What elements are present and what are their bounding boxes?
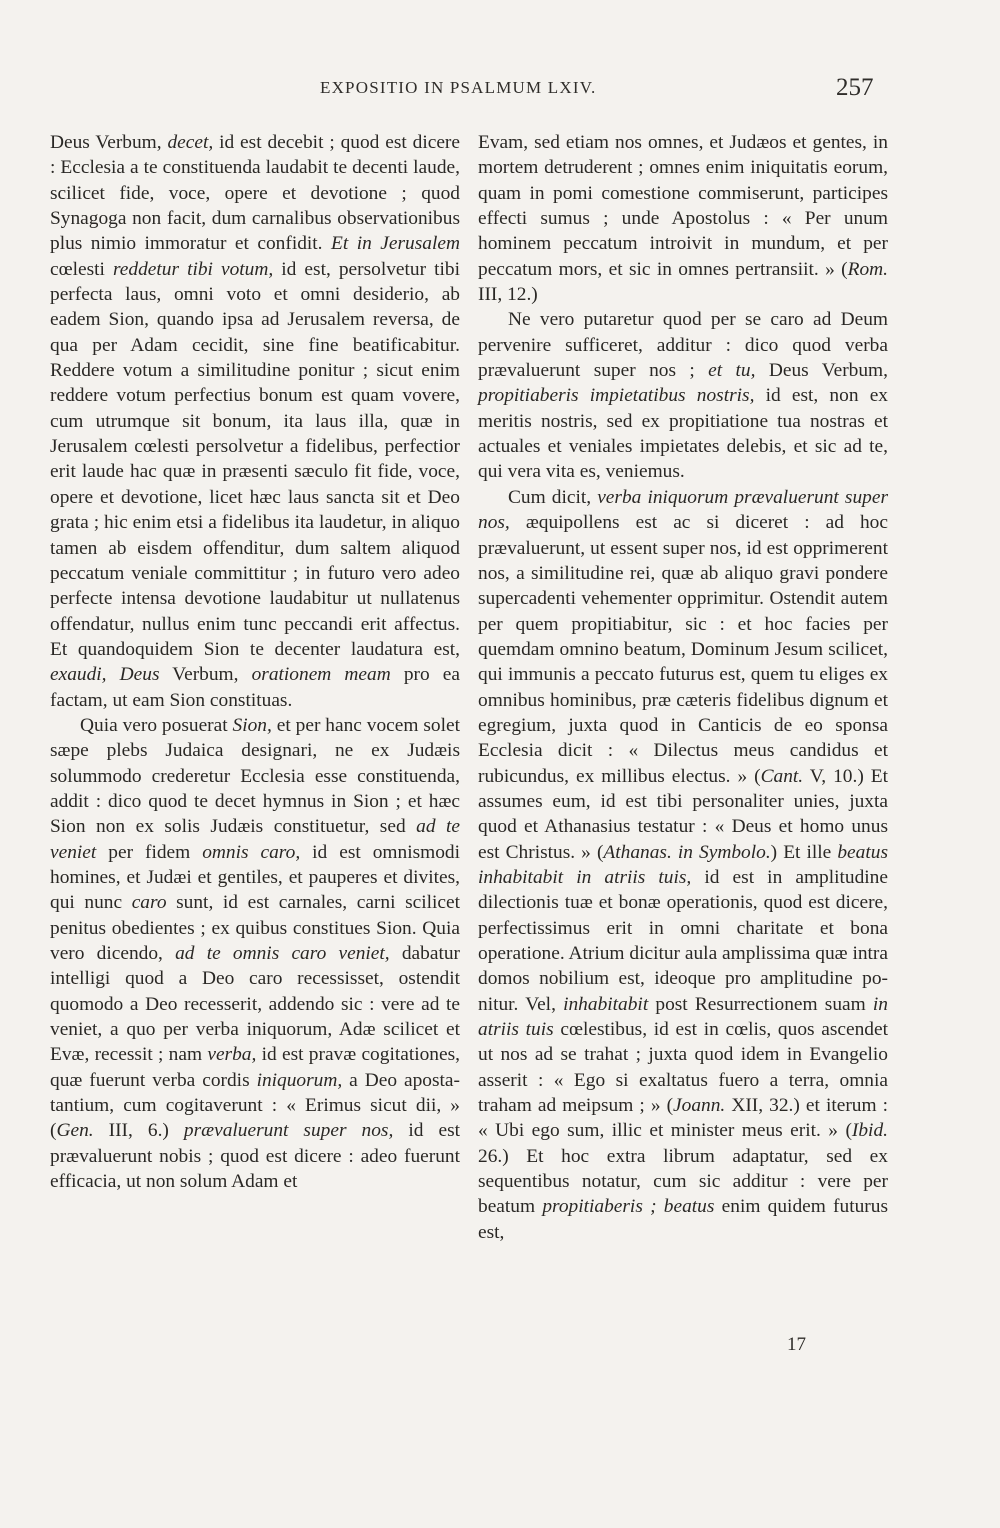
signature-mark: 17 (787, 1334, 806, 1355)
running-head (0, 74, 1000, 106)
paragraph: Ne vero putaretur quod per se caro ad Deum pervenire sufficeret, additur : dico quod verba prævaluerunt super nos ; et tu, Deus Verbum, propitiaberis impietatibus nostris, id est, non ex meritis nostris, sed ex propitiatione tua nostras et actuales et veniales impietates delebis, et sic ad te, qui vera vita es, veniemus. (478, 309, 888, 483)
paragraph: Cum dicit, verba iniquorum prævaluerunt super nos, æquipollens est ac si diceret : ad hoc prævaluerunt, ut essent super nos, id est opprimerent nos, a similitudine rei, quæ ab aliquo gravi pondere supercadenti vehementer opprimitur. Ostendit autem per quem propitiabitur, sic : et hoc facies per quemdam omnino beatum, Dominum Jesum scilicet, qui immunis a peccato futurus est, quem tu eliges ex omnibus hominibus, præ cæteris fidelibus dignum et egregium, juxta quod in Canticis de eo sponsa Ecclesia dicit : « Dilectus meus candidus et rubicundus, ex millibus electus. » (Cant. V, 10.) Et assumes eum, id est tibi personaliter unies, juxta quod et Athanasius testatur : « Deus et homo unus est Christus. » (Athanas. in Symbolo.) Et ille beatus inhabitabit in atriis tuis, id est in amplitudine dilectionis tuæ et bonæ operationis, quod est dicere, perfectissimus erit in omni charitate et bona operatione. Atrium dicitur aula amplissima quæ intra domos nobilium est, ideoque pro amplitudine ponitur. Vel, inhabitabit post Resurrectionem suam in atriis tuis cœlestibus, id est in cœlis, quos ascendet ut nos ad se trahat ; juxta quod idem in Evangelio asserit : « Ego si exaltatus fuero a terra, omnia traham ad meipsum ; » (Joann. XII, 32.) et iterum : « Ubi ego sum, illic et minister meus erit. » (Ibid. 26.) Et hoc extra librum adaptatur, sed ex sequentibus notatur, cum sic additur : vere per beatum propitiaberis ; beatus enim quidem futurus est, (478, 486, 888, 1243)
italic-text: Et in Jerusalem (331, 233, 460, 255)
paragraph: Quia vero posuerat Sion, et per hanc vocem solet sæpe plebs Judaica designari, ne ex Judæis solummodo crederetur Ecclesia esse constituenda, addit : dico quod te decet hymnus in Sion ; et hæc Sion non ex solis Judæis constituetur, sed ad te veniet per fidem omnis caro, id est omnismodi homines, et Judæi et gentiles, et pauperes et divites, qui nunc caro sunt, id est carnales, carni scilicet penitus obedientes ; ex quibus constitues Sion. Quia vero dicendo, ad te omnis caro veniet, dabatur intelligi quod a Deo caro recessisset, ostendit quomodo a Deo recesserit, addendo sic : vere ad te veniet, a quo per verba iniquorum, Adæ scilicet et Evæ, recessit ; nam verba, id est pravæ cogitationes, quæ fuerunt verba cordis iniquorum, a Deo apostatantium, cum cogitaverunt : « Erimus sicut dii, » (Gen. III, 6.) prævaluerunt super nos, id est prævaluerunt nobis ; quod est dicere : adeo fuerunt efficacia, ut non solum Adam et (50, 714, 461, 1193)
right-column (478, 130, 888, 1245)
left-column (50, 130, 460, 1194)
italic-text: ad te omnis caro veniet, (175, 943, 390, 964)
italic-text: Ibid. (851, 1120, 888, 1142)
italic-text: orationem meam (251, 664, 391, 686)
running-title: EXPOSITIO IN PSALMUM LXIV. (320, 78, 597, 97)
italic-text: propitiaberis ; beatus (542, 1196, 715, 1218)
italic-text: exaudi, Deus (50, 664, 160, 686)
italic-text: Joann. (673, 1095, 726, 1117)
italic-text: prævaluerunt super nos, (183, 1120, 394, 1142)
italic-text: Gen. (56, 1120, 94, 1142)
italic-text: caro (131, 892, 167, 914)
italic-text: iniquorum, (256, 1069, 343, 1091)
italic-text: reddetur tibi votum, (112, 258, 274, 280)
italic-text: Sion, (232, 714, 272, 736)
italic-text: Cant. (760, 765, 804, 787)
paragraph: Deus Verbum, decet, id est decebit ; quod est dicere : Ecclesia a te constituenda laudabit te decenti laude, scilicet fide, voce, opere et devotione ; quod Synagoga non facit, dum carnalibus observationibus plus nimio immoratur et confidit. Et in Jerusalem cœlesti reddetur tibi votum, id est, persolvetur tibi perfecta laus, omni voto et omni desiderio, ab eadem Sion, quando ipsa ad Jerusalem reversa, de qua per Adam cecidit, sine fine beatificabitur. Reddere votum a similitudine ponitur ; sicut enim reddere votum perfectius bonum est quam vovere, cum utrumque sit bonum, ita laus illa, quæ in Jerusalem cœlesti persolvetur a fidelibus, perfectior erit laude hac quæ in præsenti sæculo fit fide, voce, opere et devotione, licet hæc laus sancta sit et Deo grata ; hic enim etsi a fidelibus ita laudetur, in aliquo tamen ab eisdem offenditur, dum saltem aliquod peccatum veniale committitur ; in futuro vero adeo perfecte intensa devotione laudabitur ut nullatenus offendatur, nullus enim tunc peccandi erit affectus. Et quandoquidem Sion te decenter laudatura est, exaudi, Deus Verbum, orationem meam pro ea factam, ut eam Sion constituas. (50, 132, 461, 711)
italic-text: in atriis tuis (478, 993, 888, 1041)
italic-text: Rom. (847, 258, 888, 280)
italic-text: propitiaberis impietatibus nostris, (478, 385, 755, 407)
italic-text: ad te veniet (50, 816, 461, 863)
italic-text: omnis caro, (202, 841, 301, 863)
italic-text: Athanas. in Symbolo. (603, 841, 771, 863)
italic-text: inhabitabit (563, 993, 649, 1015)
italic-text: beatus inhabitabit in atriis tuis, (478, 841, 888, 888)
paragraph: Evam, sed etiam nos omnes, et Judæos et gentes, in mortem detruderent ; omnes enim iniquitatis eorum, quam in pomi comestione commiserunt, participes effecti sumus ; unde Apostolus : « Per unum hominem peccatum introivit in mundum, et per peccatum mors, et sic in omnes pertransiit. » (Rom. III, 12.) (478, 132, 888, 306)
italic-text: et tu, (708, 360, 756, 382)
page-number: 257 (836, 74, 874, 101)
italic-text: verba iniquorum prævaluerunt super nos, (478, 486, 888, 534)
italic-text: decet, (167, 132, 214, 153)
italic-text: verba, (207, 1044, 257, 1066)
